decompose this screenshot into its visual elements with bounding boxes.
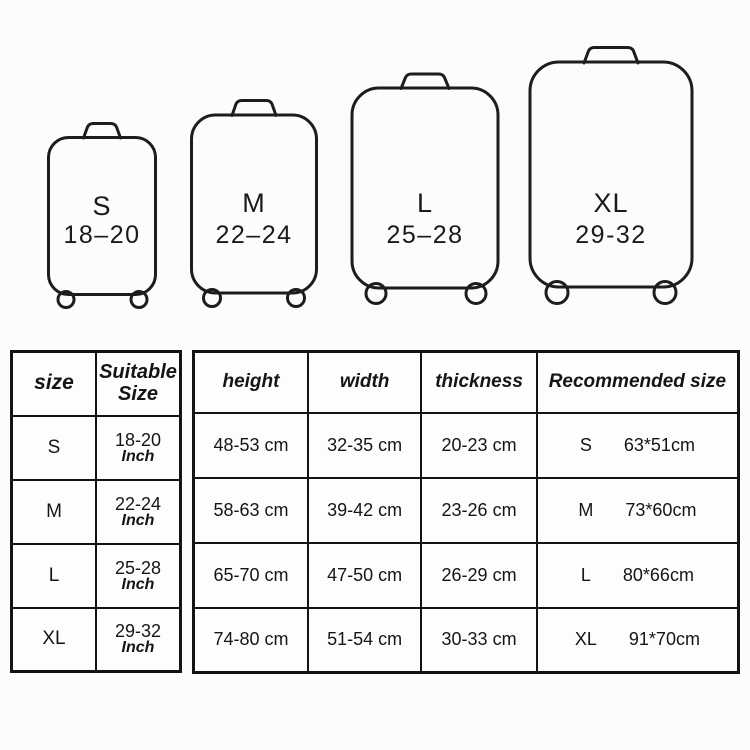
suitcase-size-label: M [242,188,266,218]
dim-header-thickness: thickness [421,352,537,413]
cell-recommended-size [537,478,739,543]
suitcase-xl [527,44,695,308]
cell-thickness: 26-29 cm [421,543,537,608]
recommended-size-letter: S [579,434,592,455]
suitcase-wheel-right-icon [654,282,676,304]
suitcase-s [46,121,158,311]
dim-header-recommended-size: Recommended size [537,352,739,413]
cell-size: M [12,480,97,544]
cell-height: 58-63 cm [194,478,308,543]
size-table [10,350,182,673]
cell-height: 65-70 cm [194,543,308,608]
dimension-table-row-l [194,543,739,608]
cell-suitable-size [96,480,181,544]
suitcase-wheel-left-icon [546,282,568,304]
suitcase-inch-range: 25–28 [386,221,464,249]
suitcase-inch-range: 18–20 [63,221,141,249]
range-unit: Inch [121,447,155,465]
size-table-header-suitable-size: Suitable Size [96,352,181,416]
suitcase-inch-range: 29-32 [575,221,647,249]
cell-height: 74-80 cm [194,608,308,673]
size-table-row-xl [12,608,181,672]
cell-recommended-size [537,543,739,608]
recommended-size-dimensions: 73*60cm [625,499,697,520]
size-table-row-s [12,416,181,480]
dimension-table-row-s [194,413,739,478]
cell-suitable-size [96,608,181,672]
range-value: 29-32 [114,621,162,642]
range-value: 25-28 [114,557,162,578]
size-table-row-m [12,480,181,544]
recommended-size-dimensions: 63*51cm [623,434,695,455]
cell-height: 48-53 cm [194,413,308,478]
range-value: 18-20 [114,429,162,450]
suitcase-handle-icon [401,74,449,89]
suitcase-size-label: S [92,191,112,221]
dimension-table-row-xl [194,608,739,673]
cell-width: 32-35 cm [308,413,421,478]
recommended-size-dimensions: 80*66cm [622,564,694,585]
suitcase-l [349,71,501,311]
cell-size: XL [12,608,97,672]
dimension-table-header-row [194,352,739,413]
cell-suitable-size [96,544,181,608]
cell-width: 51-54 cm [308,608,421,673]
suitcase-inch-range: 22–24 [215,221,293,249]
cell-size: S [12,416,97,480]
suitcase-handle-icon [232,101,276,116]
range-value: 22-24 [114,493,162,514]
cell-thickness: 20-23 cm [421,413,537,478]
size-table-row-l [12,544,181,608]
cell-suitable-size [96,416,181,480]
dim-header-width: width [308,352,421,413]
cell-width: 39-42 cm [308,478,421,543]
dimension-table [192,350,740,674]
suitcase-m [189,97,319,309]
suitcase-size-label: L [416,188,434,218]
dim-header-height: height [194,352,308,413]
recommended-size-letter: L [580,564,591,585]
range-unit: Inch [121,575,155,593]
dimension-table-row-m [194,478,739,543]
suitcase-l-drawing [349,71,501,311]
suitcase-m-drawing [189,97,319,309]
recommended-size-letter: M [578,499,594,520]
suitcase-body-outline [530,62,692,287]
size-table-header-row [12,352,181,416]
suitcase-xl-drawing [527,44,695,308]
cell-thickness: 23-26 cm [421,478,537,543]
recommended-size-dimensions: 91*70cm [628,629,700,650]
suitcase-handle-icon [84,124,121,139]
cell-thickness: 30-33 cm [421,608,537,673]
cell-recommended-size [537,608,739,673]
suitcase-size-label: XL [593,188,629,218]
range-unit: Inch [121,639,155,657]
cell-width: 47-50 cm [308,543,421,608]
range-unit: Inch [121,511,155,529]
size-table-header-size: size [12,352,97,416]
cell-size: L [12,544,97,608]
recommended-size-letter: XL [574,629,597,650]
suitcase-s-drawing [46,121,158,311]
cell-recommended-size [537,413,739,478]
